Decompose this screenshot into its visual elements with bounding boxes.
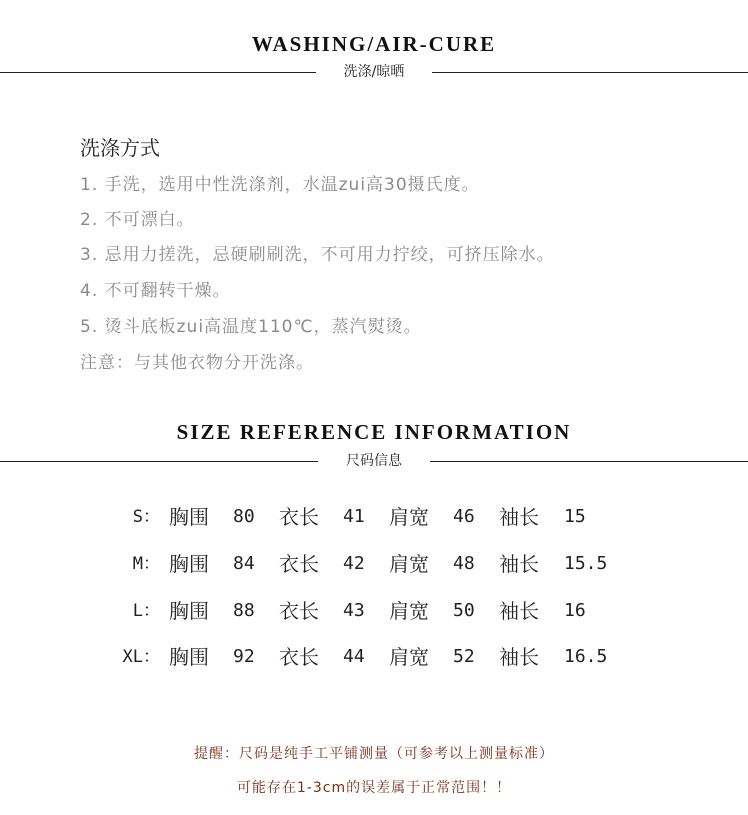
sleeve-value: 15: [564, 506, 586, 527]
chest-label: 胸围: [169, 645, 209, 669]
sleeve-label: 袖长: [499, 505, 539, 529]
washing-section-title: WASHING/AIR-CURE: [251, 32, 497, 56]
length-value: 42: [343, 553, 365, 574]
washing-item: 3. 忌用力搓洗，忌硬刷刷洗，不可用力拧绞，可挤压除水。: [80, 245, 555, 265]
size-subtitle: 尺码信息: [346, 453, 402, 469]
size-label: XL：: [122, 647, 160, 667]
size-label: L：: [132, 601, 160, 621]
length-label: 衣长: [279, 505, 319, 529]
size-section-title: SIZE REFERENCE INFORMATION: [176, 420, 572, 444]
washing-subtitle-row: [0, 62, 748, 82]
washing-method-heading: 洗涤方式: [80, 136, 160, 160]
shoulder-label: 肩宽: [389, 645, 429, 669]
sleeve-label: 袖长: [499, 552, 539, 576]
length-value: 43: [343, 600, 365, 621]
shoulder-value: 46: [453, 506, 475, 527]
size-row: [0, 642, 748, 672]
chest-value: 92: [233, 646, 255, 667]
length-value: 41: [343, 506, 365, 527]
chest-label: 胸围: [169, 552, 209, 576]
shoulder-label: 肩宽: [389, 552, 429, 576]
shoulder-value: 50: [453, 600, 475, 621]
divider-right: [432, 72, 748, 73]
size-row: [0, 596, 748, 626]
length-label: 衣长: [279, 599, 319, 623]
sleeve-label: 袖长: [499, 599, 539, 623]
size-label: S：: [132, 507, 160, 527]
chest-label: 胸围: [169, 505, 209, 529]
washing-subtitle: 洗涤/晾晒: [343, 64, 405, 80]
chest-value: 88: [233, 600, 255, 621]
chest-value: 80: [233, 506, 255, 527]
chest-label: 胸围: [169, 599, 209, 623]
chest-value: 84: [233, 553, 255, 574]
shoulder-label: 肩宽: [389, 505, 429, 529]
sleeve-value: 15.5: [564, 553, 608, 574]
size-row: [0, 502, 748, 532]
length-label: 衣长: [279, 645, 319, 669]
length-label: 衣长: [279, 552, 319, 576]
sleeve-value: 16: [564, 600, 586, 621]
washing-item: 4. 不可翻转干燥。: [80, 281, 231, 301]
washing-item: 2. 不可漂白。: [80, 210, 195, 230]
length-value: 44: [343, 646, 365, 667]
shoulder-value: 52: [453, 646, 475, 667]
sleeve-value: 16.5: [564, 646, 608, 667]
measurement-note: 提醒：尺码是纯手工平铺测量（可参考以上测量标准）: [194, 746, 554, 762]
washing-item: 5. 烫斗底板zui高温度110℃，蒸汽熨烫。: [80, 317, 422, 337]
sleeve-label: 袖长: [499, 645, 539, 669]
size-label: M：: [132, 554, 160, 574]
shoulder-label: 肩宽: [389, 599, 429, 623]
washing-note: 注意：与其他衣物分开洗涤。: [80, 353, 314, 373]
tolerance-note: 可能存在1-3cm的误差属于正常范围！！: [236, 780, 512, 796]
size-subtitle-row: [0, 451, 748, 471]
shoulder-value: 48: [453, 553, 475, 574]
washing-item: 1. 手洗，选用中性洗涤剂，水温zui高30摄氏度。: [80, 175, 480, 195]
divider-right: [430, 461, 748, 462]
size-row: [0, 549, 748, 579]
